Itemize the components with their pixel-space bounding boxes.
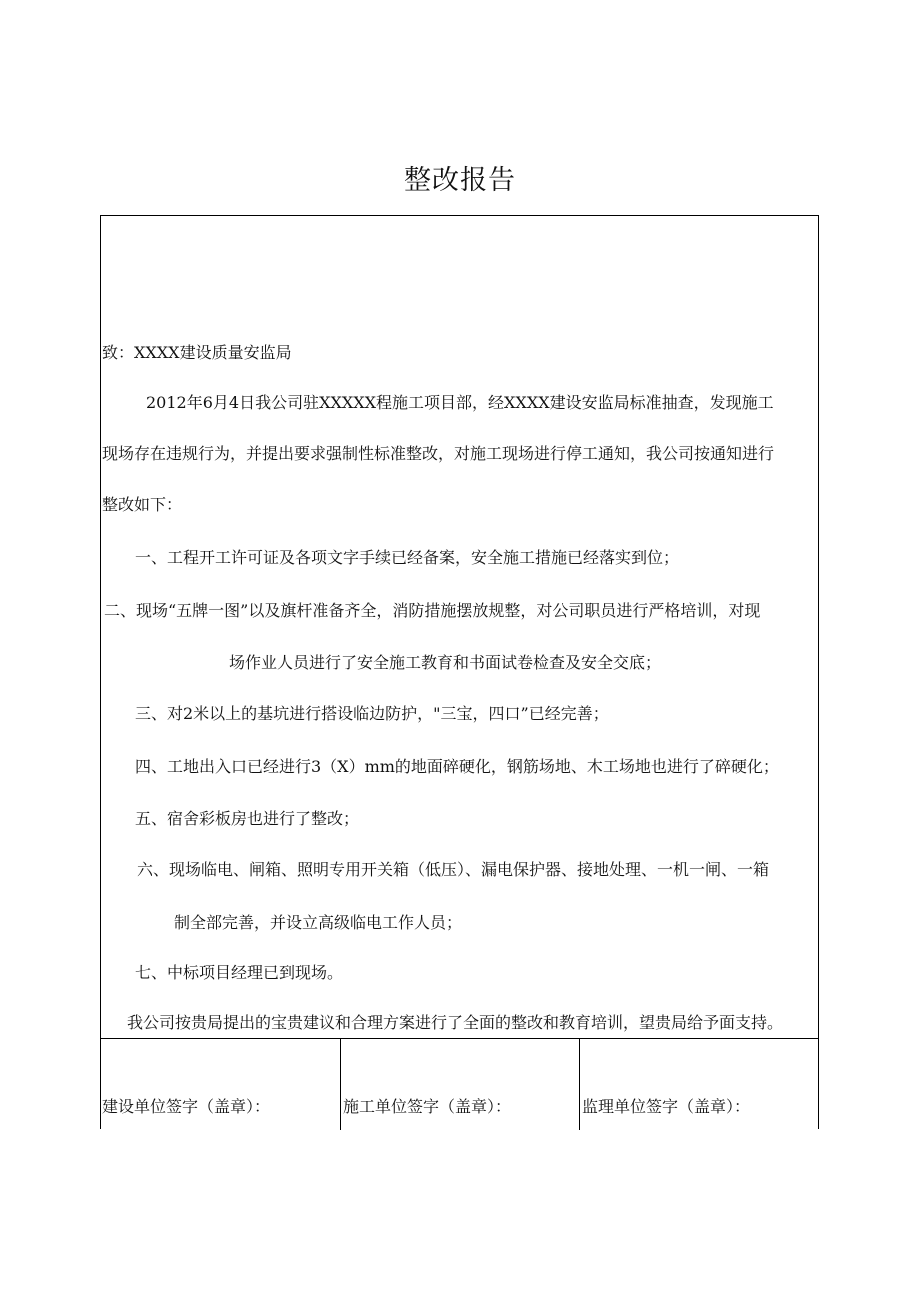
item-3: 三、对2米以上的基坑进行搭设临边防护，"三宝，四口”已经完善；: [135, 704, 609, 723]
owner-signature-label: 建设单位签字（盖章）：: [102, 1097, 271, 1116]
recipient-line: 致：XXXX建设质量安监局: [102, 343, 292, 362]
item-1: 一、工程开工许可证及各项文字手续已经备案，安全施工措施已经落实到位；: [135, 548, 680, 567]
intro-line-1: 2012年6月4日我公司驻XXXXX程施工项目部，经XXXX建设安监局标准抽查，发现施工: [146, 393, 774, 412]
item-2-continued: 场作业人员进行了安全施工教育和书面试卷检查及安全交底；: [229, 653, 662, 672]
item-6: 六、现场临电、闸箱、照明专用开关箱（低压）、漏电保护器、接地处理、一机一闸、一箱: [137, 860, 770, 879]
signature-row: [100, 1038, 819, 1129]
signature-cell-contractor: [340, 1039, 579, 1130]
item-6-continued: 制全部完善，并设立高级临电工作人员；: [174, 913, 463, 932]
intro-line-2: 现场存在违规行为，并提出要求强制性标准整改，对施工现场进行停工通知，我公司按通知进行: [102, 444, 775, 463]
closing-statement: 我公司按贵局提出的宝贵建议和合理方案进行了全面的整改和教育培训，望贵局给予面支持。: [127, 1013, 784, 1032]
contractor-signature-label: 施工单位签字（盖章）：: [343, 1097, 512, 1116]
page-title: 整改报告: [404, 165, 516, 196]
intro-line-3: 整改如下：: [102, 495, 183, 514]
supervisor-signature-label: 监理单位签字（盖章）：: [582, 1097, 751, 1116]
item-4: 四、工地出入口已经进行3（X）mm的地面碎硬化，钢筋场地、木工场地也进行了碎硬化；: [135, 757, 779, 776]
item-2: 二、现场“五牌一图”以及旗杆准备齐全，消防措施摆放规整，对公司职员进行严格培训，对现: [104, 601, 761, 620]
signature-cell-owner: [100, 1039, 340, 1130]
item-7: 七、中标项目经理已到现场。: [135, 963, 344, 982]
signature-cell-supervisor: [579, 1039, 818, 1130]
item-5: 五、宿舍彩板房也进行了整改；: [135, 809, 360, 828]
